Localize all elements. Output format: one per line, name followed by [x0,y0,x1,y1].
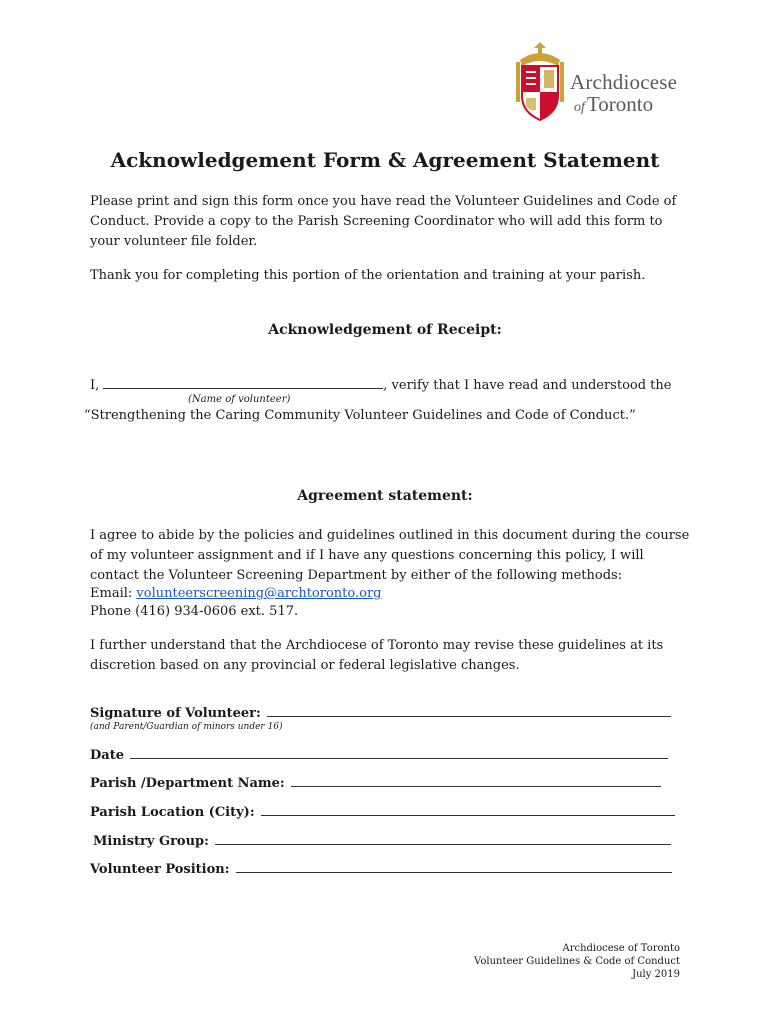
volunteer-name-hint: (Name of volunteer) [188,394,291,405]
parish-location-line[interactable] [261,803,675,816]
signature-hint: (and Parent/Guardian of minors under 16) [90,722,283,732]
volunteer-name-line[interactable] [103,376,383,389]
parish-dept-field [90,774,661,791]
further-paragraph: I further understand that the Archdiocese of Toronto may revise these guidelines at its discretion based on any provincial or federal legislative changes. [90,638,664,673]
footer-line-2: Volunteer Guidelines & Code of Conduct [474,956,680,967]
logo-text-toronto [574,92,653,117]
email-label: Email: [90,586,133,601]
receipt-prefix: I, [90,378,100,393]
parish-dept-label: Parish /Department Name: [90,776,285,791]
receipt-heading: Acknowledgement of Receipt: [268,322,502,338]
thanks-paragraph: Thank you for completing this portion of the orientation and training at your parish. [90,268,646,283]
receipt-suffix: , verify that I have read and understood the [383,378,672,393]
footer-line-3: July 2019 [632,969,680,980]
parish-location-field [90,803,675,820]
receipt-doc-title: “Strengthening the Caring Community Volunteer Guidelines and Code of Conduct.” [84,408,636,423]
intro-paragraph: Please print and sign this form once you have read the Volunteer Guidelines and Code of Conduct. Provide a copy to the Parish Screening Coordinator who will add this form to your volunteer file folder. [90,194,677,249]
phone-line: Phone (416) 934-0606 ext. 517. [90,604,299,619]
page-footer [474,942,680,981]
ministry-line[interactable] [215,832,671,845]
position-label: Volunteer Position: [90,862,230,877]
logo-text-of: of [574,100,585,115]
logo-text-archdiocese: Archdiocese [570,70,678,94]
parish-location-label: Parish Location (City): [90,805,255,820]
position-field [90,860,672,877]
email-link[interactable]: volunteerscreening@archtoronto.org [136,586,382,601]
receipt-statement [90,376,690,396]
archdiocese-logo [512,40,702,124]
agreement-text: I agree to abide by the policies and guidelines outlined in this document during the course of my volunteer assignment and if I have any questions concerning this policy, I will contact the Volunteer Screening Department by either of the following methods: [90,528,690,583]
signature-field [90,704,671,721]
date-label: Date [90,748,124,763]
signature-line[interactable] [267,704,671,717]
logo-text-city: Toronto [586,92,654,116]
agreement-heading: Agreement statement: [297,488,473,504]
ministry-field [93,832,671,849]
date-line[interactable] [130,746,668,759]
page-title: Acknowledgement Form & Agreement Statement [110,148,660,172]
crest-icon [512,40,568,122]
date-field [90,746,668,763]
ministry-label: Ministry Group: [93,834,209,849]
signature-label: Signature of Volunteer: [90,706,261,721]
parish-dept-line[interactable] [291,774,661,787]
position-line[interactable] [236,860,672,873]
footer-line-1: Archdiocese of Toronto [562,943,680,954]
email-line [90,584,690,604]
